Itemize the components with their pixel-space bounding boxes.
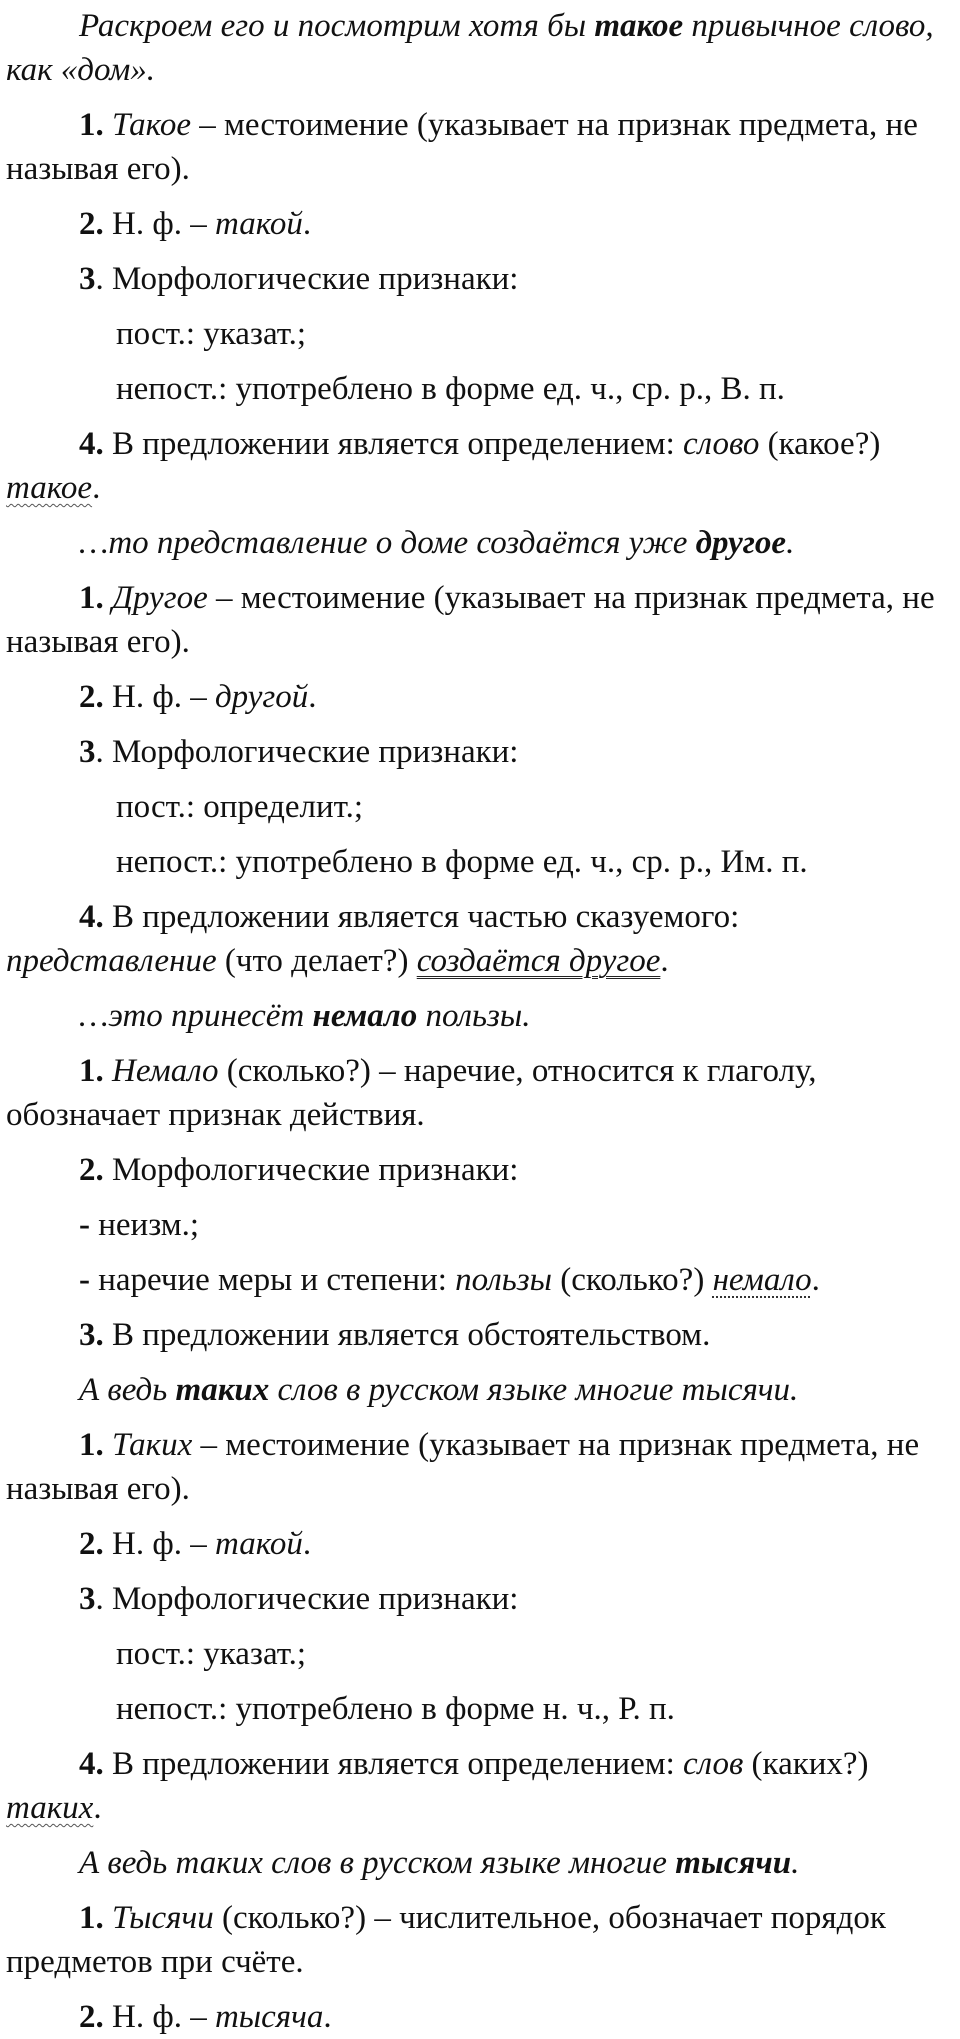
analysis-paragraph <box>6 675 954 719</box>
text-run: пост.: указат.; <box>116 1636 307 1672</box>
example-sentence <box>6 4 954 92</box>
analysis-paragraph <box>6 576 954 664</box>
text-run: непост.: употреблено в форме ед. ч., ср. р., В. п. <box>116 371 785 407</box>
text-run: В предложении является обстоятельством. <box>103 1317 711 1353</box>
text-run: А ведь таких слов в русском языке многие <box>79 1845 676 1881</box>
text-run: …то представление о доме создаётся уже <box>79 525 696 561</box>
text-run: слов в русском языке многие тысячи. <box>269 1372 799 1408</box>
text-run: . <box>323 1999 332 2035</box>
text-run: (какое?) <box>759 426 889 462</box>
analysis-paragraph <box>6 202 954 246</box>
text-run: Раскроем его и посмотрим хотя бы <box>79 8 595 44</box>
text-run: . Морфологические признаки: <box>95 261 519 297</box>
text-run: А ведь <box>79 1372 176 1408</box>
italic-text: Такое <box>112 107 191 143</box>
text-run: . <box>791 1845 800 1881</box>
text-run: пользы. <box>417 998 531 1034</box>
text-run <box>104 1900 112 1936</box>
text-run: (каких?) <box>743 1746 877 1782</box>
text-run: (сколько?) – наречие, относится к глаголу, обозначает признак действия. <box>6 1053 825 1133</box>
bold-text: 1. <box>79 1427 104 1463</box>
text-run: неизм.; <box>90 1207 200 1243</box>
bold-text: 1. <box>79 1053 104 1089</box>
text-run: привычное слово, как «дом». <box>6 8 942 88</box>
bold-text: 3 <box>79 261 96 297</box>
italic-text: такой <box>214 1526 303 1562</box>
text-run: – местоимение (указывает на признак предмета, не называя его). <box>6 1427 928 1507</box>
italic-text: такой <box>214 206 303 242</box>
analysis-paragraph <box>6 1577 954 1621</box>
analysis-paragraph <box>6 103 954 191</box>
bold-text: таких <box>175 1372 270 1408</box>
bold-text: 3 <box>79 1581 96 1617</box>
bold-text: 1. <box>79 1900 104 1936</box>
text-run: . <box>811 1262 820 1298</box>
italic-text: другой <box>214 679 309 715</box>
analysis-paragraph <box>6 1995 954 2039</box>
text-run: наречие меры и степени: <box>90 1262 456 1298</box>
text-run: (сколько?) <box>551 1262 713 1298</box>
analysis-paragraph <box>6 1258 954 1302</box>
underlined-text: немало <box>712 1262 812 1298</box>
example-sentence <box>6 994 954 1038</box>
text-run: В предложении является определением: <box>103 426 684 462</box>
text-run: …это принесёт <box>79 998 313 1034</box>
analysis-paragraph <box>6 1896 954 1984</box>
text-run: пост.: определит.; <box>116 789 364 825</box>
underlined-text: создаётся другое <box>416 943 661 979</box>
analysis-paragraph <box>6 257 954 301</box>
bold-text: 1. <box>79 580 104 616</box>
bold-text: 2. <box>79 1152 104 1188</box>
italic-text: пользы <box>455 1262 552 1298</box>
bold-text: 2. <box>79 679 104 715</box>
italic-text: Другое <box>112 580 208 616</box>
feature-line <box>6 1632 954 1676</box>
example-sentence <box>6 1841 954 1885</box>
text-run: непост.: употреблено в форме н. ч., Р. п. <box>116 1691 675 1727</box>
text-run: В предложении является частью сказуемого: <box>103 899 748 935</box>
analysis-paragraph <box>6 1203 954 1247</box>
bold-text: - <box>79 1262 90 1298</box>
feature-line <box>6 312 954 356</box>
bold-text: такое <box>594 8 684 44</box>
text-run: (что делает?) <box>216 943 417 979</box>
italic-text: Тысячи <box>112 1900 214 1936</box>
example-sentence <box>6 521 954 565</box>
bold-text: 2. <box>79 1999 104 2035</box>
text-run: пост.: указат.; <box>116 316 307 352</box>
analysis-paragraph <box>6 1742 954 1830</box>
text-run: Н. ф. – <box>103 1526 215 1562</box>
underlined-text: таких <box>6 1790 94 1826</box>
text-run: . <box>308 679 317 715</box>
italic-text: Немало <box>112 1053 219 1089</box>
bold-text: тысячи <box>675 1845 792 1881</box>
bold-text: немало <box>312 998 418 1034</box>
bold-text: - <box>79 1207 90 1243</box>
feature-line <box>6 1687 954 1731</box>
underlined-text: такое <box>6 470 93 506</box>
text-run: . <box>93 1790 102 1826</box>
italic-text: Таких <box>112 1427 193 1463</box>
text-run: . Морфологические признаки: <box>95 1581 519 1617</box>
text-run: Н. ф. – <box>103 1999 215 2035</box>
bold-text: 4. <box>79 426 104 462</box>
italic-text: представление <box>6 943 217 979</box>
bold-text: 2. <box>79 1526 104 1562</box>
analysis-paragraph <box>6 730 954 774</box>
text-run <box>104 580 112 616</box>
text-run <box>104 1053 112 1089</box>
analysis-paragraph <box>6 422 954 510</box>
italic-text: слово <box>683 426 760 462</box>
text-run: . Морфологические признаки: <box>95 734 519 770</box>
text-run <box>104 1427 112 1463</box>
feature-line <box>6 785 954 829</box>
analysis-paragraph <box>6 1423 954 1511</box>
text-run: – местоимение (указывает на признак предмета, не называя его). <box>6 580 943 660</box>
bold-text: 3. <box>79 1317 104 1353</box>
text-run: . <box>660 943 669 979</box>
italic-text: тысяча <box>214 1999 324 2035</box>
text-run: . <box>302 206 312 242</box>
text-run <box>104 107 112 143</box>
feature-line <box>6 367 954 411</box>
text-run: В предложении является определением: <box>103 1746 684 1782</box>
bold-text: 4. <box>79 899 104 935</box>
analysis-paragraph <box>6 1148 954 1192</box>
analysis-paragraph <box>6 895 954 983</box>
analysis-paragraph <box>6 1522 954 1566</box>
text-run: . <box>786 525 795 561</box>
bold-text: 3 <box>79 734 96 770</box>
bold-text: 1. <box>79 107 104 143</box>
text-run: Н. ф. – <box>103 679 215 715</box>
text-run: . <box>302 1526 312 1562</box>
analysis-paragraph <box>6 1313 954 1357</box>
bold-text: другое <box>695 525 787 561</box>
text-run: (сколько?) – числительное, обозначает порядок предметов при счёте. <box>6 1900 895 1980</box>
text-run: . <box>92 470 101 506</box>
text-run: Морфологические признаки: <box>103 1152 519 1188</box>
bold-text: 2. <box>79 206 104 242</box>
text-run: – местоимение (указывает на признак предмета, не называя его). <box>6 107 927 187</box>
bold-text: 4. <box>79 1746 104 1782</box>
feature-line <box>6 840 954 884</box>
text-run: непост.: употреблено в форме ед. ч., ср. р., Им. п. <box>116 844 808 880</box>
analysis-paragraph <box>6 1049 954 1137</box>
example-sentence <box>6 1368 954 1412</box>
text-run: Н. ф. – <box>103 206 215 242</box>
italic-text: слов <box>683 1746 744 1782</box>
